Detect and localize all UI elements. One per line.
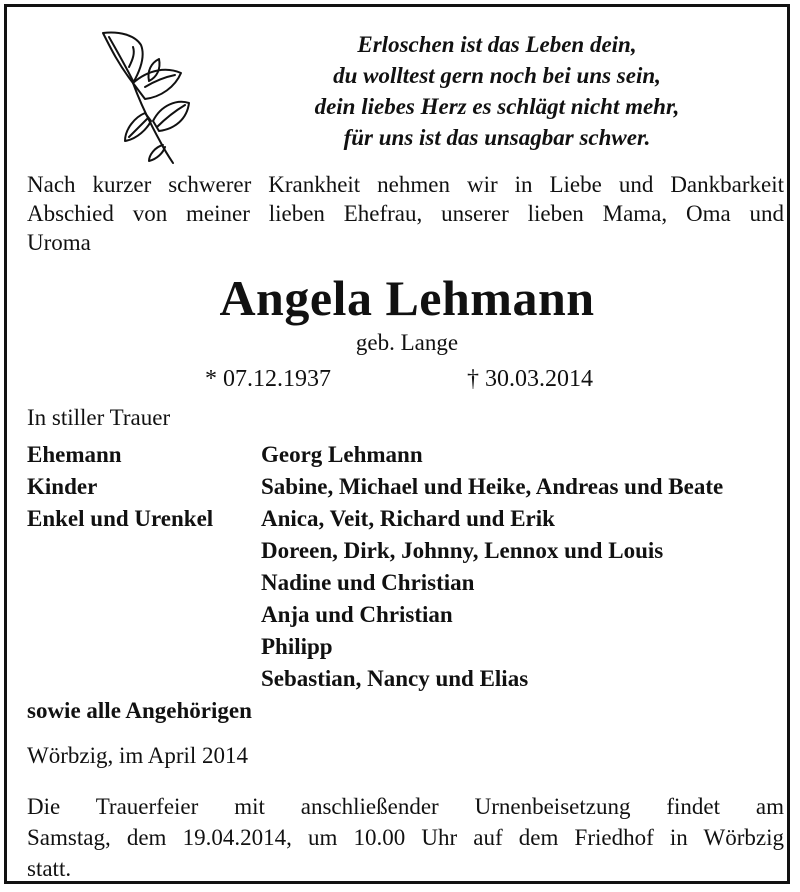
birth-name: geb. Lange — [355, 330, 459, 355]
intro-line: Uroma — [27, 230, 91, 255]
family-row — [27, 471, 787, 503]
place-date: Wörbzig, im April 2014 — [27, 743, 249, 768]
poem-line: du wolltest gern noch bei uns sein, — [333, 63, 661, 88]
poem — [247, 29, 747, 153]
family-row — [27, 663, 787, 695]
intro-text — [27, 170, 784, 257]
family-names: Doreen, Dirk, Johnny, Lennox und Louis — [261, 538, 664, 563]
intro-line: Abschied von meiner lieben Ehefrau, unserer lieben Mama, Oma und — [27, 201, 784, 226]
death-date: † 30.03.2014 — [467, 366, 593, 392]
poem-line: Erloschen ist das Leben dein, — [357, 32, 637, 57]
family-role: Enkel und Urenkel — [27, 506, 214, 531]
family-row — [27, 567, 787, 599]
family-row — [27, 439, 787, 471]
service-line: Die Trauerfeier mit anschließender Urnenbeisetzung findet am — [27, 794, 784, 819]
service-line: statt. — [27, 856, 72, 881]
family-names: Sebastian, Nancy und Elias — [261, 666, 529, 691]
family-row — [27, 535, 787, 567]
family-row — [27, 599, 787, 631]
family-role: Kinder — [27, 474, 98, 499]
mourning-label: In stiller Trauer — [27, 405, 171, 430]
birth-date: * 07.12.1937 — [205, 366, 331, 392]
family-names: Nadine und Christian — [261, 570, 475, 595]
service-info — [27, 791, 784, 884]
obituary-notice — [4, 4, 790, 884]
intro-line: Nach kurzer schwerer Krankheit nehmen wir in Liebe und Dankbarkeit — [27, 172, 784, 197]
family-names: Georg Lehmann — [261, 442, 423, 467]
poem-line: dein liebes Herz es schlägt nicht mehr, — [314, 94, 680, 119]
deceased-name: Angela Lehmann — [219, 270, 595, 326]
service-line: Samstag, dem 19.04.2014, um 10.00 Uhr auf dem Friedhof in Wörbzig — [27, 825, 784, 850]
relatives-line: sowie alle Angehörigen — [27, 698, 252, 723]
family-names: Philipp — [261, 634, 333, 659]
family-names: Anja und Christian — [261, 602, 453, 627]
poem-line: für uns ist das unsagbar schwer. — [343, 125, 651, 150]
family-row — [27, 631, 787, 663]
family-row — [27, 503, 787, 535]
family-names: Anica, Veit, Richard und Erik — [261, 506, 555, 531]
calla-lily-icon — [89, 25, 199, 167]
family-names: Sabine, Michael und Heike, Andreas und Beate — [261, 474, 724, 499]
family-role: Ehemann — [27, 442, 122, 467]
family-list — [27, 439, 787, 695]
